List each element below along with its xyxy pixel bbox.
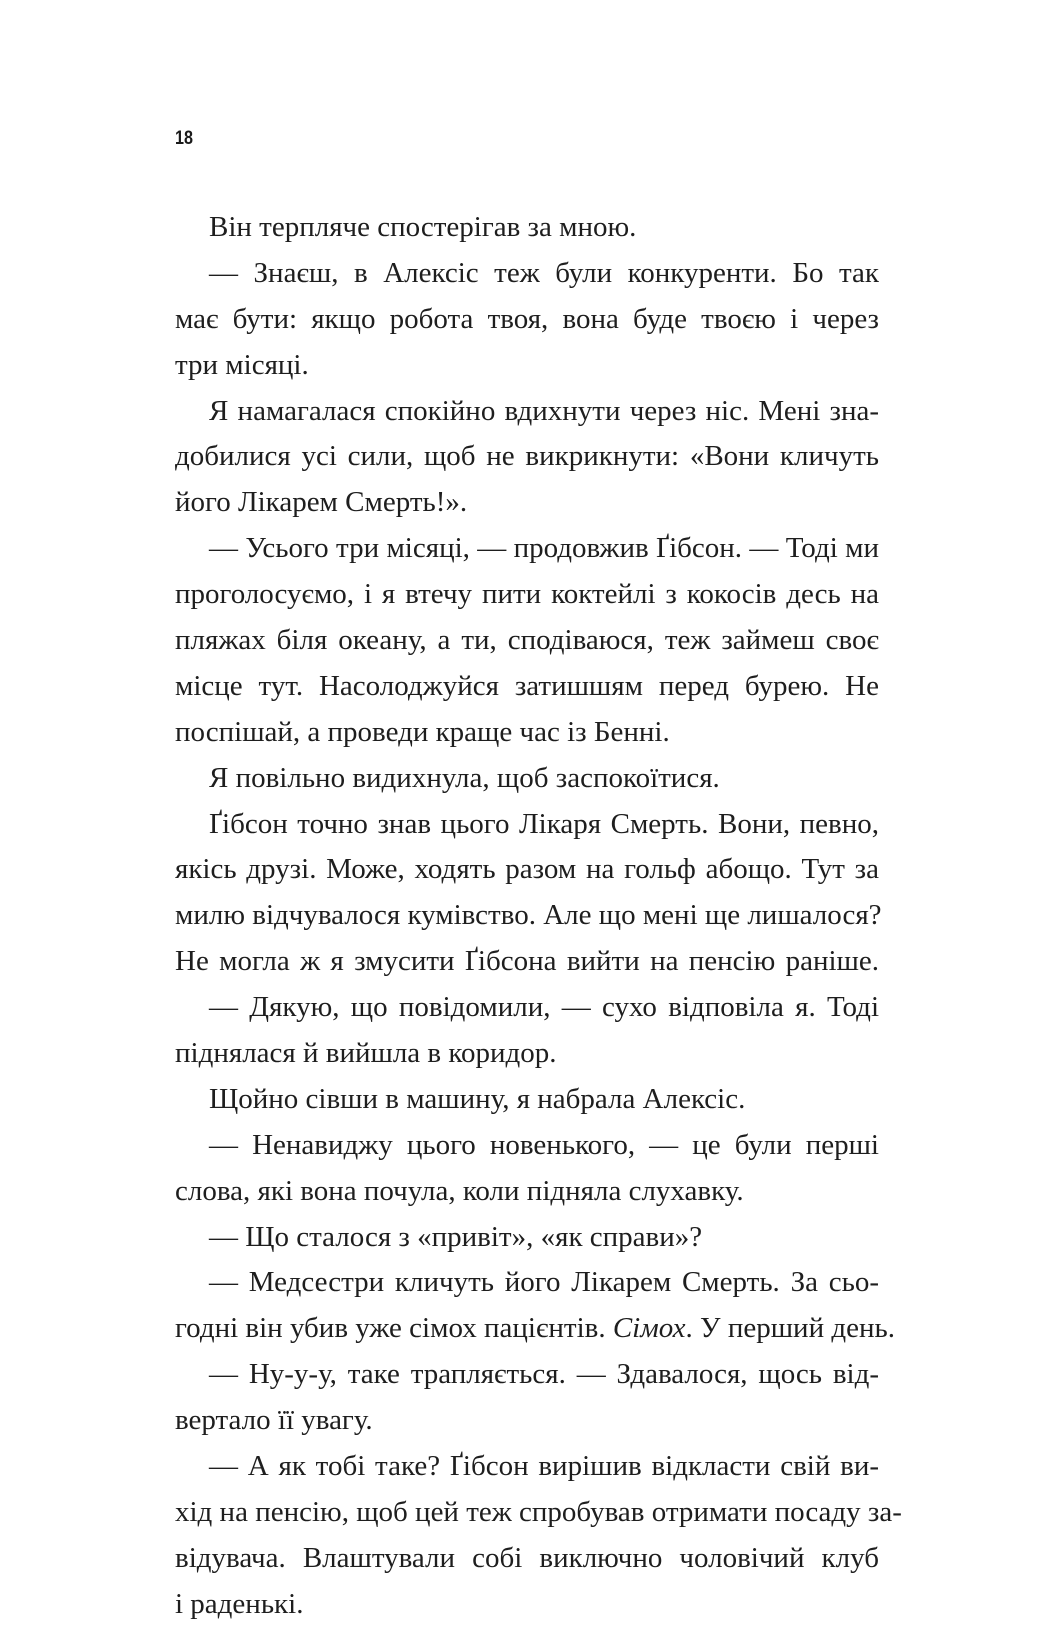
text-line: його Лікарем Смерть!».: [175, 486, 468, 519]
text-line: відувача. Влаштували собі виключно чоловічий клуб: [175, 1541, 879, 1574]
text-line: — Медсестри кличуть його Лікарем Смерть. За сьо-: [209, 1266, 879, 1299]
text-line: поспішай, а проведи краще час із Бенні.: [175, 715, 670, 748]
text-line: вертало її увагу.: [175, 1404, 373, 1437]
text-line: Я повільно видихнула, щоб заспокоїтися.: [209, 761, 720, 794]
italic-emphasis: Сімох: [612, 1312, 686, 1345]
text-line: якісь друзі. Може, ходять разом на гольф абощо. Тут за: [175, 853, 879, 886]
text-segment: годні він убив уже сімох пацієнтів.: [175, 1312, 613, 1345]
page-number: 18: [175, 128, 193, 149]
text-line: — Ну-у-у, таке трапляється. — Здавалося, щось від-: [209, 1358, 879, 1391]
text-line: три місяці.: [175, 348, 309, 381]
text-line: хід на пенсію, щоб цей теж спробував отримати посаду за-: [175, 1495, 902, 1528]
text-line: має бути: якщо робота твоя, вона буде твоєю і через: [175, 302, 879, 335]
text-line: піднялася й вийшла в коридор.: [175, 1037, 557, 1070]
text-line: Не могла ж я змусити Ґібсона вийти на пенсію раніше.: [175, 945, 879, 978]
text-line: — Ненавиджу цього новенького, — це були перші: [209, 1128, 879, 1161]
text-line: добилися усі сили, щоб не викрикнути: «Вони кличуть: [175, 440, 879, 473]
text-line: — Дякую, що повідомили, — сухо відповіла я. Тоді: [209, 991, 879, 1024]
text-segment: . У перший день.: [685, 1312, 895, 1345]
text-line: Ґібсон точно знав цього Лікаря Смерть. Вони, певно,: [209, 807, 879, 840]
text-line: Я намагалася спокійно вдихнути через ніс. Мені зна-: [209, 394, 879, 427]
text-line: слова, які вона почула, коли підняла слухавку.: [175, 1174, 744, 1207]
text-line: — А як тобі таке? Ґібсон вирішив відкласти свій ви-: [209, 1450, 879, 1483]
text-line: [175, 1306, 895, 1352]
text-line: — Знаєш, в Алексіс теж були конкуренти. Бо так: [209, 256, 879, 289]
text-line: — Усього три місяці, — продовжив Ґібсон. — Тоді ми: [209, 532, 879, 565]
text-line: місце тут. Насолоджуйся затишшям перед бурею. Не: [175, 669, 879, 702]
text-line: Щойно сівши в машину, я набрала Алексіс.: [209, 1082, 746, 1115]
text-line: — Що сталося з «привіт», «як справи»?: [209, 1220, 703, 1253]
text-line: Він терпляче спостерігав за мною.: [209, 211, 637, 243]
text-line: і раденькі.: [175, 1587, 304, 1620]
text-line: пляжах біля океану, а ти, сподіваюся, теж займеш своє: [175, 624, 879, 657]
body-text: [175, 205, 902, 1628]
text-line: милю відчувалося кумівство. Але що мені ще лишалося?: [175, 899, 882, 932]
text-line: проголосуємо, і я втечу пити коктейлі з кокосів десь на: [175, 578, 879, 611]
